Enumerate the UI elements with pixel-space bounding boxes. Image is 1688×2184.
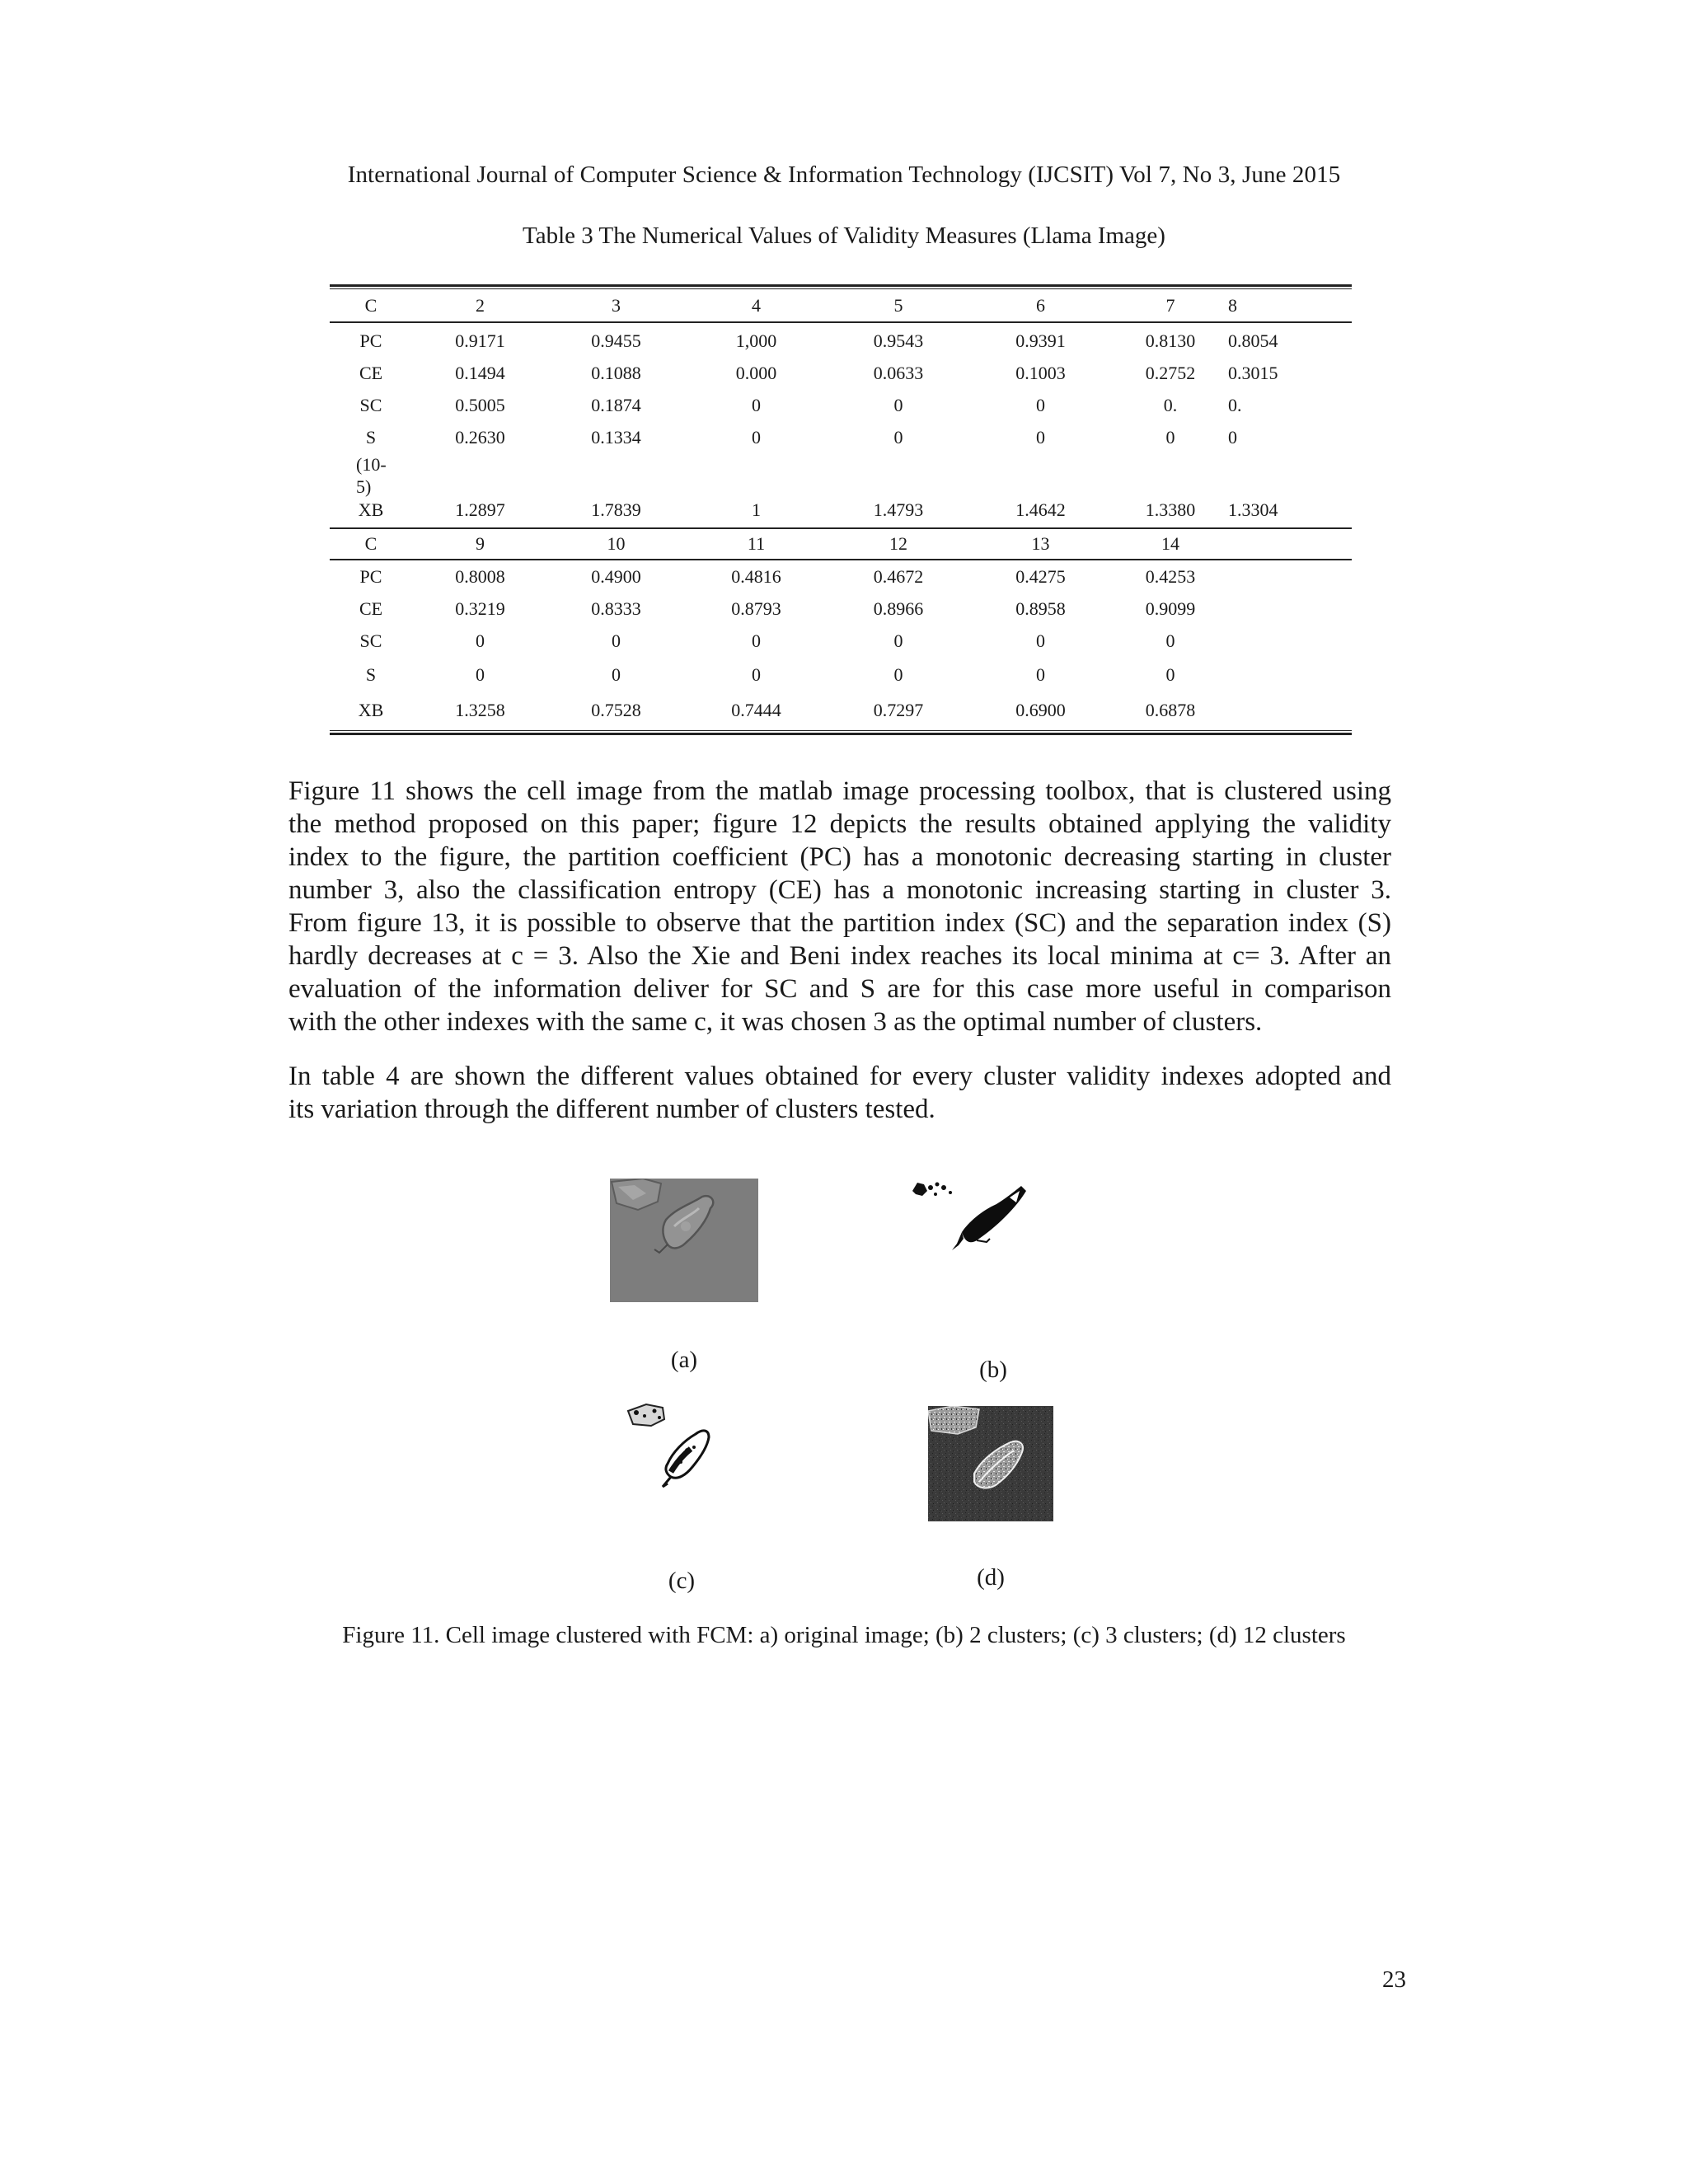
- table-cell: 0: [1228, 426, 1237, 448]
- body-paragraph-2: [288, 1060, 1391, 1126]
- figure-image-b: [911, 1174, 1034, 1265]
- table-cell: 0.9099: [1145, 598, 1196, 619]
- table-cell: 1.3258: [455, 700, 505, 720]
- table-cell: [548, 453, 684, 476]
- row-label: XB: [358, 499, 384, 520]
- page-number: 23: [1382, 1966, 1406, 1993]
- table-block-1: [330, 289, 1352, 321]
- table-cell: [1228, 593, 1352, 625]
- table-bottom-rule-thin: [330, 730, 1352, 731]
- table-cell: 0.1334: [591, 426, 641, 448]
- table-cell: 0.2630: [455, 426, 505, 448]
- table-cell: 0: [1165, 426, 1175, 448]
- table-cell: 0.1494: [455, 362, 505, 383]
- table-cell: [548, 476, 684, 498]
- table-cell: 0.8054: [1228, 330, 1278, 351]
- table-cell: 0: [476, 664, 485, 685]
- row-label: S: [365, 426, 377, 448]
- table-caption: Table 3 The Numerical Values of Validity Measures (Llama Image): [523, 223, 1165, 249]
- table-cell: 0.9391: [1015, 330, 1066, 351]
- table-cell: 0.4275: [1015, 565, 1066, 587]
- figure-image-d: [928, 1406, 1053, 1521]
- table-cell: 0: [476, 630, 485, 651]
- table-row: [330, 593, 1352, 625]
- header-cell: C: [364, 533, 377, 554]
- table-cell: 1: [752, 499, 761, 520]
- table-cell: 0.3015: [1228, 362, 1278, 383]
- table-cell: [684, 476, 828, 498]
- table-cell: 0: [1036, 630, 1045, 651]
- table-cell: 0: [752, 394, 761, 415]
- table-cell: 0: [752, 664, 761, 685]
- table-cell: 0: [612, 630, 621, 651]
- table-cell: [1228, 476, 1352, 498]
- table-cell: 0: [1165, 664, 1175, 685]
- table-cell: 1.7839: [591, 499, 641, 520]
- table-top-rule: [330, 284, 1352, 287]
- table-cell: 1.3380: [1145, 499, 1196, 520]
- text-line: its variation through the different number of clusters tested.: [288, 1094, 935, 1124]
- figure-label-c: (c): [668, 1568, 696, 1594]
- table-bottom-rule: [330, 733, 1352, 735]
- row-label: 5): [356, 476, 372, 497]
- row-label: S: [365, 664, 377, 685]
- header-cell: 13: [1031, 533, 1050, 554]
- table-cell: [968, 476, 1113, 498]
- table-cell: [828, 453, 968, 476]
- table-cell: 0: [1036, 426, 1045, 448]
- table-row: [330, 560, 1352, 593]
- table-header-row: [330, 529, 1352, 559]
- table-cell: 0: [1165, 630, 1175, 651]
- table-cell: 0.7297: [873, 700, 924, 720]
- table-cell: 0.8008: [455, 565, 505, 587]
- table-cell: 0.6878: [1145, 700, 1196, 720]
- journal-header: International Journal of Computer Science & Information Technology (IJCSIT) Vol 7, No 3, June 2015: [347, 162, 1341, 188]
- figure-caption: Figure 11. Cell image clustered with FCM: a) original image; (b) 2 clusters; (c) 3 clusters; (d) 12 clusters: [342, 1622, 1346, 1648]
- header-cell: 9: [476, 533, 485, 554]
- table-cell: 0.8333: [591, 598, 641, 619]
- table-cell: 0.: [1228, 394, 1242, 415]
- row-label: CE: [359, 598, 383, 619]
- header-cell: 10: [607, 533, 626, 554]
- table-cell: 0.3219: [455, 598, 505, 619]
- table-cell: [412, 476, 548, 498]
- header-cell: 6: [1036, 294, 1045, 316]
- table-cell: 0.6900: [1015, 700, 1066, 720]
- table-row: [330, 357, 1352, 389]
- header-cell: C: [364, 294, 377, 316]
- table-cell: [1113, 453, 1228, 476]
- table-cell: 0.4672: [873, 565, 924, 587]
- table-block-2-body: [330, 560, 1352, 728]
- table-row: [330, 421, 1352, 453]
- text-line: index to the figure, the partition coefficient (PC) has a monotonic decreasing starting in cluster: [288, 842, 1391, 872]
- table-cell: 0: [1036, 394, 1045, 415]
- row-label: CE: [359, 362, 383, 383]
- header-cell: 3: [612, 294, 621, 316]
- table-cell: 0.000: [735, 362, 777, 383]
- table-cell: 0.9543: [873, 330, 924, 351]
- text-line: From figure 13, it is possible to observe that the partition index (SC) and the separation index (S): [288, 908, 1391, 938]
- figure-image-c: [626, 1401, 750, 1525]
- table-row: [330, 693, 1352, 728]
- row-label: PC: [359, 565, 382, 587]
- table-cell: 0.4900: [591, 565, 641, 587]
- row-label: SC: [359, 394, 382, 415]
- text-line: the method proposed on this paper; figure 12 depicts the results obtained applying the validity: [288, 809, 1391, 839]
- table-cell: 0: [893, 664, 903, 685]
- table-cell: [1228, 693, 1352, 728]
- text-line: In table 4 are shown the different values obtained for every cluster validity indexes adopted and: [288, 1062, 1391, 1091]
- table-cell: 0.8958: [1015, 598, 1066, 619]
- table-cell: 1.2897: [455, 499, 505, 520]
- table-row: [330, 453, 1352, 476]
- figure-label-a: (a): [670, 1347, 698, 1373]
- table-cell: [828, 476, 968, 498]
- table-cell: 0.4816: [731, 565, 781, 587]
- header-cell: 7: [1165, 294, 1175, 316]
- table-block-1-body: [330, 325, 1352, 523]
- text-line: evaluation of the information deliver for SC and S are for this case more useful in comparison: [288, 974, 1391, 1004]
- table-cell: 1.4793: [873, 499, 924, 520]
- table-row: [330, 657, 1352, 693]
- table-cell: 0.7528: [591, 700, 641, 720]
- table-cell: [1113, 476, 1228, 498]
- table-cell: 0.4253: [1145, 565, 1196, 587]
- table-header-rule: [330, 321, 1352, 323]
- table-row: [330, 498, 1352, 523]
- table-cell: 0: [612, 664, 621, 685]
- table-cell: [1228, 453, 1352, 476]
- header-cell: 8: [1228, 294, 1237, 316]
- table-cell: 0.1874: [591, 394, 641, 415]
- table-cell: 0.9171: [455, 330, 505, 351]
- table-cell: 0.2752: [1145, 362, 1196, 383]
- table-cell: [1228, 625, 1352, 657]
- table-cell: [412, 453, 548, 476]
- table-cell: [1228, 657, 1352, 693]
- row-label: PC: [359, 330, 382, 351]
- table-row: [330, 476, 1352, 498]
- row-label: SC: [359, 630, 382, 651]
- table-cell: 0.8130: [1145, 330, 1196, 351]
- table-cell: 0: [893, 394, 903, 415]
- table-row: [330, 625, 1352, 657]
- text-line: with the other indexes with the same c, it was chosen 3 as the optimal number of clusters.: [288, 1007, 1263, 1037]
- table-cell: 0.: [1163, 394, 1178, 415]
- header-cell: 4: [752, 294, 761, 316]
- header-cell: 5: [893, 294, 903, 316]
- table-cell: [968, 453, 1113, 476]
- table-cell: 0.1003: [1015, 362, 1066, 383]
- figure-label-d: (d): [977, 1564, 1005, 1591]
- table-row: [330, 389, 1352, 421]
- table-header-row: [330, 289, 1352, 321]
- table-row: [330, 325, 1352, 357]
- table-cell: 1,000: [735, 330, 777, 351]
- table-cell: 1.3304: [1228, 499, 1278, 520]
- figure-label-b: (b): [979, 1357, 1007, 1383]
- table-cell: 0: [1036, 664, 1045, 685]
- table-cell: 0: [893, 630, 903, 651]
- header-cell: 14: [1161, 533, 1179, 554]
- table-cell: 0: [752, 630, 761, 651]
- table-cell: 1.4642: [1015, 499, 1066, 520]
- table-cell: 0.0633: [873, 362, 924, 383]
- figure-image-a: [610, 1179, 758, 1302]
- table-cell: [1228, 560, 1352, 593]
- table-cell: 0.8966: [873, 598, 924, 619]
- table-cell: 0.9455: [591, 330, 641, 351]
- table-cell: [684, 453, 828, 476]
- header-cell: 12: [889, 533, 907, 554]
- body-paragraph-1: [288, 775, 1391, 1038]
- table-cell: 0: [752, 426, 761, 448]
- table-cell: 0: [893, 426, 903, 448]
- header-cell: 2: [476, 294, 485, 316]
- row-label: XB: [358, 700, 384, 720]
- table-cell: 0.7444: [731, 700, 781, 720]
- text-line: Figure 11 shows the cell image from the matlab image processing toolbox, that is clustered using: [288, 776, 1391, 806]
- table-cell: 0.5005: [455, 394, 505, 415]
- header-cell: [1228, 529, 1352, 559]
- text-line: hardly decreases at c = 3. Also the Xie and Beni index reaches its local minima at c= 3. After an: [288, 941, 1391, 971]
- header-cell: 11: [747, 533, 766, 554]
- row-label: (10-: [356, 454, 387, 475]
- table-cell: 0.1088: [591, 362, 641, 383]
- text-line: number 3, also the classification entropy (CE) has a monotonic increasing starting in cluster 3.: [288, 875, 1391, 905]
- table-cell: 0.8793: [731, 598, 781, 619]
- table-block-2: [330, 529, 1352, 559]
